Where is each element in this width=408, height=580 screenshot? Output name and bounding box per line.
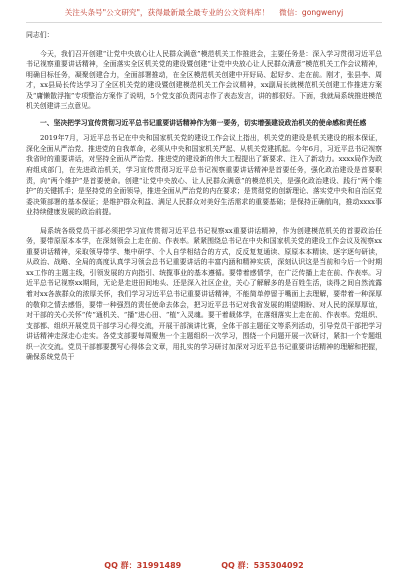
section-heading-1: 一、坚决把学习宣传贯彻习近平总书记重要讲话精神作为第一要务，切实增强建设政治机关的使命感和责任感 — [40, 118, 367, 127]
header-divider — [26, 22, 382, 23]
header-promo-text: 关注头条号"公文研究"，获得最新最全最专业的公文资料库！ — [64, 8, 270, 17]
intro-paragraph: 今天，我们召开创建“让党中央放心让人民群众满意”模范机关工作推进会，主要任务是：深入学习贯彻习近平总书记视察重要讲话精神，全面落实全区机关党的建设暨创建“让党中央放心让人民群众满意”模范机关工作会议精神，明确目标任务，凝聚创建合力，全面部署推动，在全区模范机关创建中开好局、起好步、走在前。刚才，张县李、周才，xx县局长传达学习了全区机关党的建设暨创建模范机关工作会议精神，xx副局长就模范机关创建工作推进方案及“庸懒散浮拖”专项整治方案作了说明，5个党支部负责同志作了表态发言，讲的都很好。下面，我就局系统推进模范机关创建讲三点意见。 — [26, 49, 382, 111]
body-paragraph-1: 2019年7月，习近平总书记在中央和国家机关党的建设工作会议上指出，机关党的建设是机关建设的根本保证，深化全面从严治党、推进党的自我革命，必须从中央和国家机关严起、从机关党建抓起。今年6月，习近平总书记视察我省时的重要讲话，对坚持全面从严治党、推进党的建设新的伟大工程提出了新要求、注入了新动力。xxxx局作为政府组成部门，在先进政治机关，学习宣传贯彻习近平总书记视察重要讲话精神是首要任务，强化政治建设是首要职责，向“两个维护”是首要使命。创建“让党中央放心、让人民群众满意”的模范机关，是强化政治建设、践行“两个维护”的关键抓手；是坚持党的全面领导，推进全面从严治党的内在要求；是贯彻党的创新理论、落实党中央和自治区党委决策部署的基本保证；是维护群众利益、满足人民群众对美好生活需求的重要基础；是保持正确航向，推动xxxx事业持续健康发展的政治前提。 — [26, 134, 382, 217]
header-wechat-id: 微信：gongwenyj — [279, 8, 344, 17]
document-body — [26, 30, 382, 363]
page-header — [0, 7, 408, 18]
salutation: 同志们： — [26, 31, 54, 39]
body-paragraph-2: 局系统各级党员干部必须把学习宣传贯彻习近平总书记视察xx重要讲话精神，作为创建模范机关的首要政治任务，要带原原本本学，在深刻领会上走在前、作表率。紧紧围绕总书记在中央和国家机关党的建设工作会议及视察xx重要讲话精神，采取领导带学、集中研学、个人自学相结合的方式，反反复复通读、原原本本精读、逐字逐句研读，从政治、战略、全局的高度认真学习领会总书记重要讲话的丰富内涵和精神实质，深刻认识这是当前和今后一个时期xx工作的主题主线，引领发展的方向指引、统揽事业的基本遵循。要带着感情学，在广泛传播上走在前、作表率。习近平总书记视察xx期间，无论是走进田间地头、还是深入社区企业，关心了解解多的是百姓生活，谈得之间自然流露着对xx各族群众的浓厚关怀，我们学习习近平总书记重要讲话精神，不能简单停留于嘴面上去理解，要带着一种深厚的敬仰之情去感悟，要带一种强烈的责任使命去体会，把习近平总书记对我省发展的期望期盼、对人民的深厚厚谊，对干部的关心关怀“传”通机关、“播”进心田、“植”入灵魂。要干着载体学，在落细落实上走在前、作表率。党组织、支部都、组织开展党员干部学习心得交流，开展干部演讲比赛，全体干部主题征文等系列活动，引导党员干部把学习讲话精神走深走心走实。各党支部要每周聚焦一个主题组织一次学习，围绕一个问题开展一次研讨，紧扣一个专题组织一次交流。党员干部都要撰写心得体会文章，用扎实的学习研讨加深对习近平总书记重要讲话精神的理解和把握，确保系统党员干 — [26, 226, 382, 362]
footer-qq-group-1: QQ 群：31991489 — [104, 561, 182, 570]
footer-qq-group-2: QQ 群：535304092 — [221, 561, 304, 570]
page-footer — [0, 560, 408, 571]
